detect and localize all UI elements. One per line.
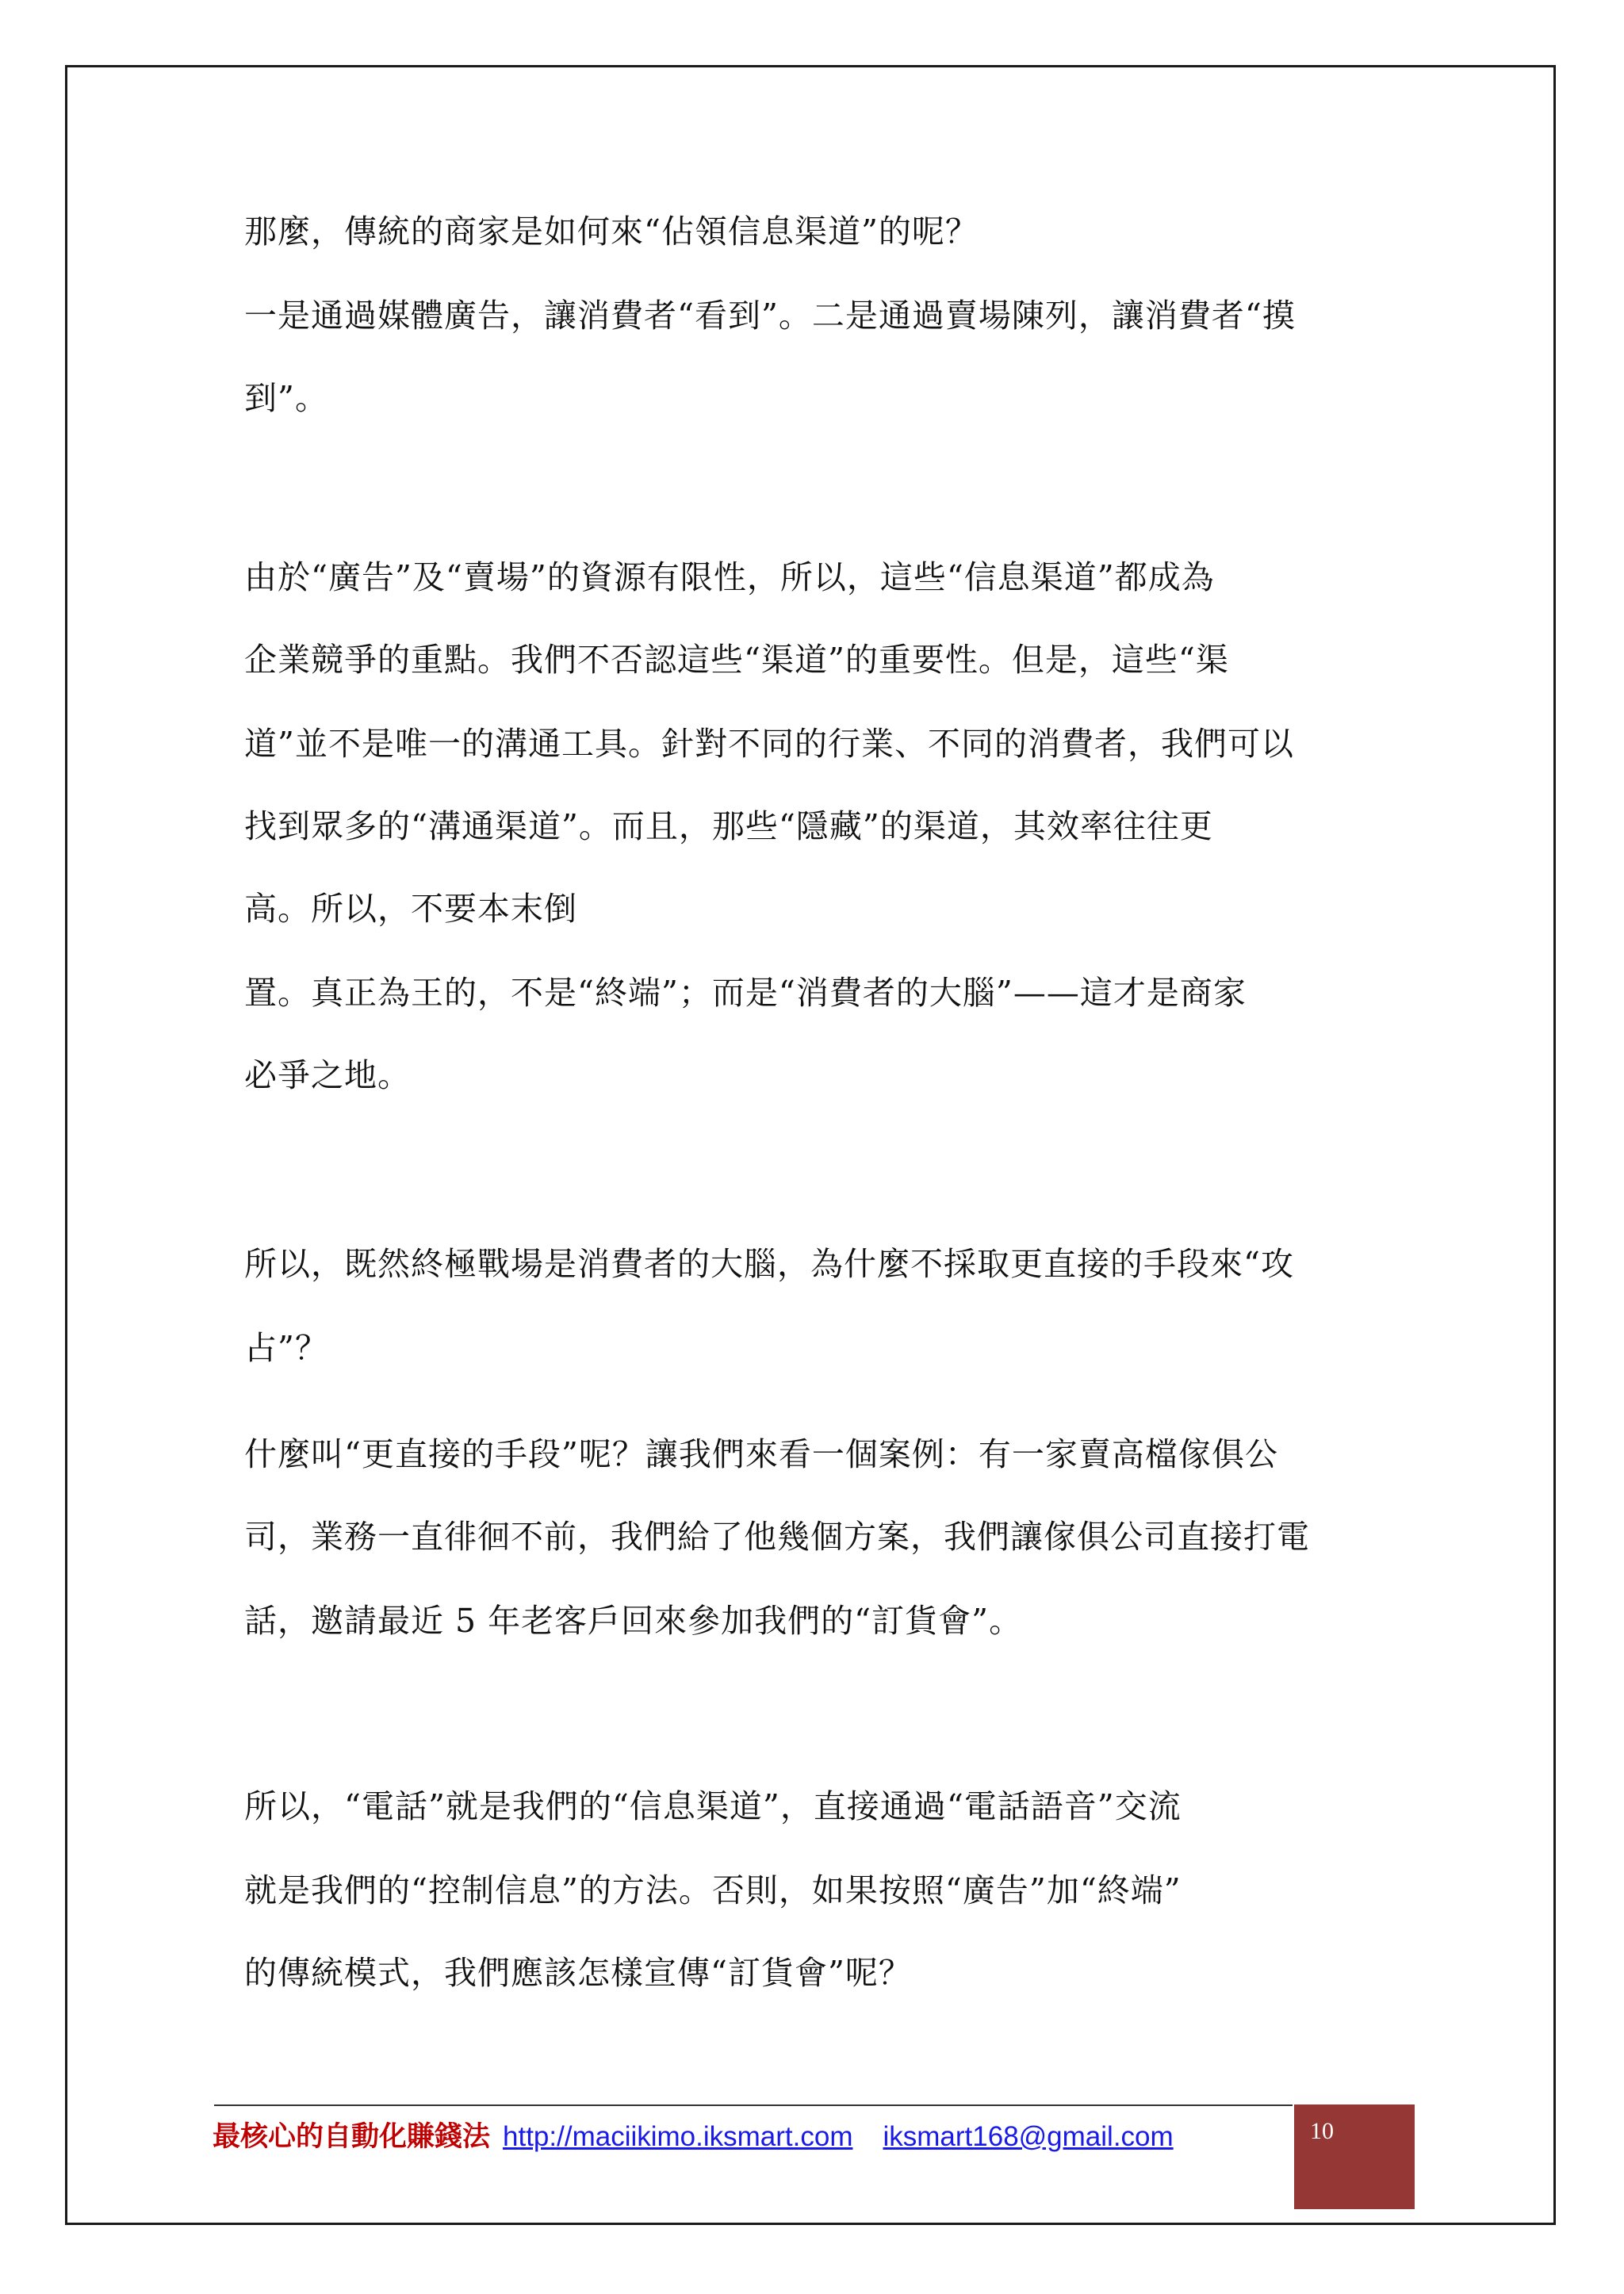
footer-divider (214, 2104, 1293, 2106)
page-number-box (1294, 2104, 1415, 2209)
paragraph-line: 占”？ (244, 1329, 328, 1367)
paragraph-line: 什麼叫“更直接的手段”呢？讓我們來看一個案例：有一家賣高檔傢俱公 (244, 1435, 1278, 1473)
paragraph-line: 司，業務一直徘徊不前，我們給了他幾個方案，我們讓傢俱公司直接打電 (244, 1518, 1310, 1556)
paragraph-line: 到”。 (244, 379, 328, 417)
paragraph-line: 找到眾多的“溝通渠道”。而且，那些“隱藏”的渠道，其效率往往更 (244, 807, 1213, 845)
paragraph-line: 道”並不是唯一的溝通工具。針對不同的行業、不同的消費者，我們可以 (244, 725, 1294, 763)
paragraph-line: 那麼，傳統的商家是如何來“佔領信息渠道”的呢？ (244, 213, 979, 251)
page-number: 10 (1310, 2118, 1334, 2144)
paragraph-line: 話，邀請最近 5 年老客戶回來參加我們的“訂貨會”。 (244, 1602, 1023, 1640)
footer-title: 最核心的自動化賺錢法 (213, 2121, 491, 2153)
paragraph-line: 所以，“電話”就是我們的“信息渠道”，直接通過“電話語音”交流 (244, 1787, 1182, 1825)
paragraph-line: 企業競爭的重點。我們不否認這些“渠道”的重要性。但是，這些“渠 (244, 641, 1229, 679)
paragraph-line: 就是我們的“控制信息”的方法。否則，如果按照“廣告”加“終端” (244, 1871, 1182, 1909)
paragraph-line: 置。真正為王的，不是“終端”；而是“消費者的大腦”——這才是商家 (244, 974, 1247, 1012)
email-link[interactable]: iksmart168@gmail.com (883, 2121, 1174, 2152)
website-link[interactable]: http://maciikimo.iksmart.com (503, 2121, 853, 2152)
footer (213, 2117, 1174, 2157)
paragraph-line: 所以，既然終極戰場是消費者的大腦，為什麼不採取更直接的手段來“攻 (244, 1245, 1294, 1283)
paragraph-line: 由於“廣告”及“賣場”的資源有限性，所以，這些“信息渠道”都成為 (244, 558, 1215, 596)
paragraph-line: 必爭之地。 (244, 1056, 411, 1094)
paragraph-line: 高。所以，不要本末倒 (244, 890, 577, 928)
paragraph-line: 的傳統模式，我們應該怎樣宣傳“訂貨會”呢？ (244, 1954, 912, 1992)
paragraph-line: 一是通過媒體廣告，讓消費者“看到”。二是通過賣場陳列，讓消費者“摸 (244, 297, 1296, 335)
